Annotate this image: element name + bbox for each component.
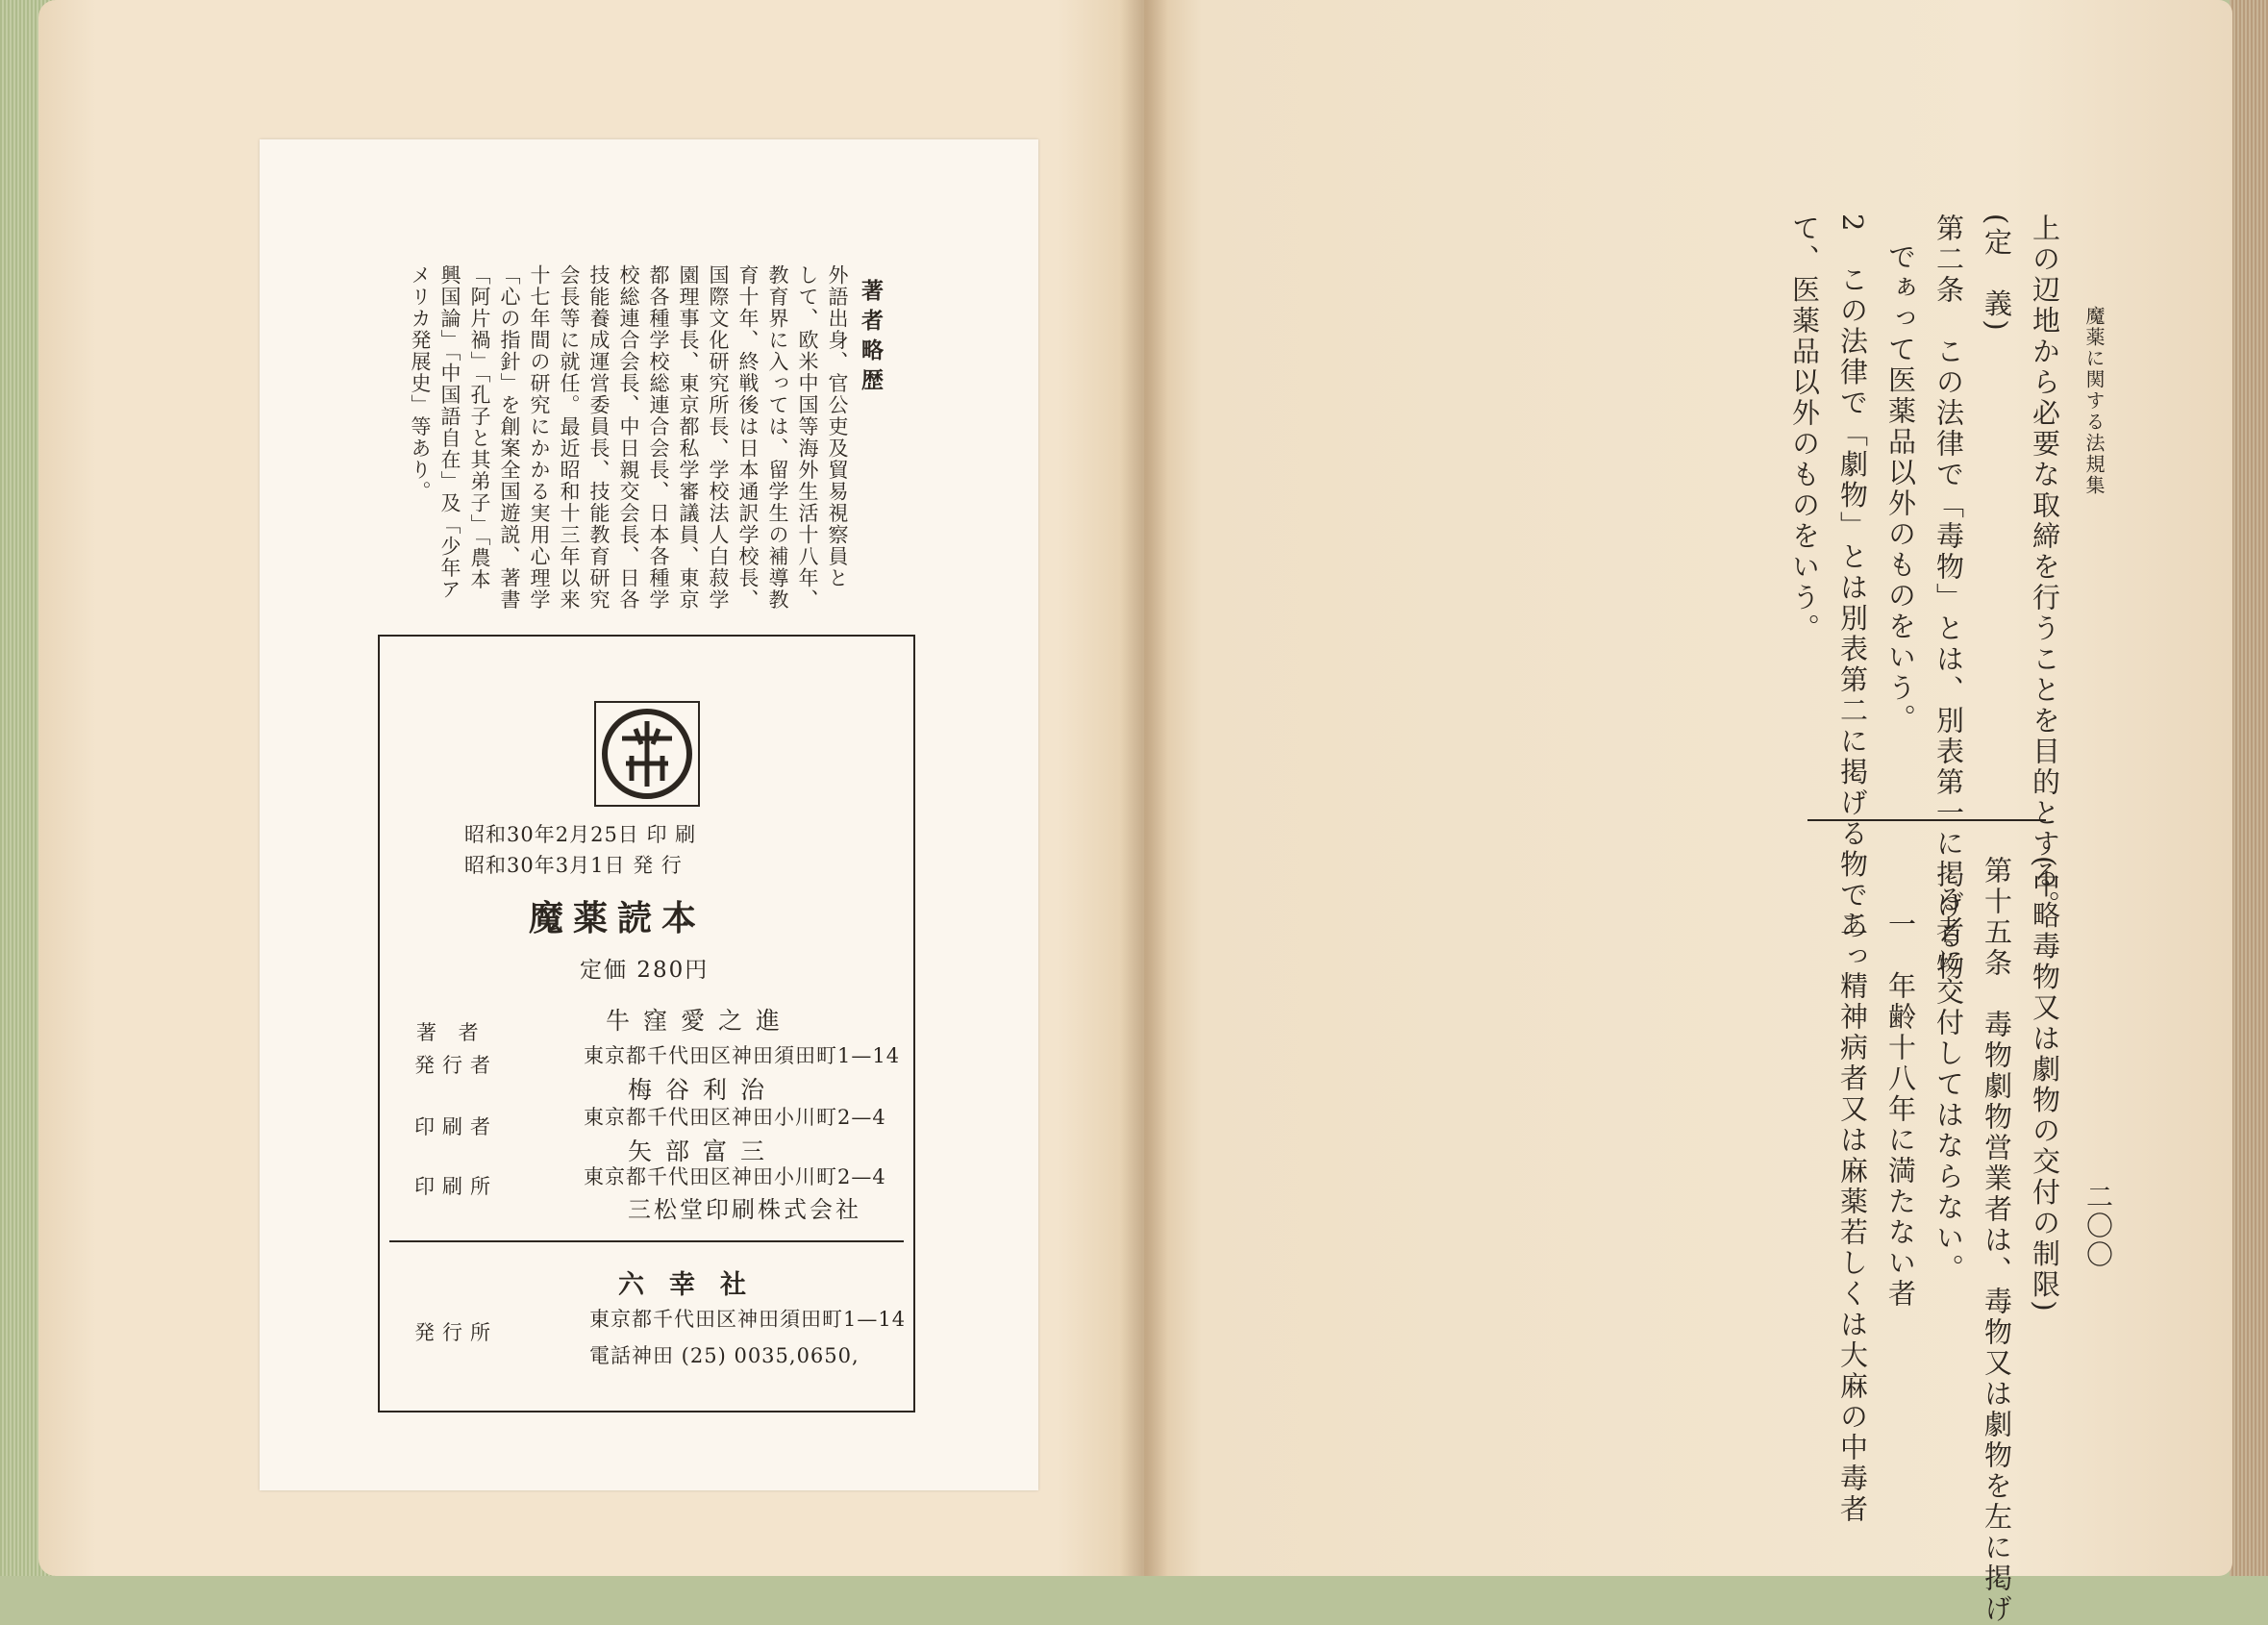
author-name: 牛窪愛之進 — [606, 1007, 794, 1035]
biography-line: 「阿片禍」「孔子と其弟子」「農本 — [468, 264, 491, 590]
body-line: 上の辺地から必要な取締を行うことを目的とする。 — [2029, 213, 2061, 921]
body-line: て、医薬品以外のものをいう。 — [1788, 213, 1821, 644]
list-item: 一 年齢十八年に満たない者 — [1884, 910, 1917, 1310]
printer-label: 印刷者 — [414, 1115, 498, 1138]
section-divider — [1807, 819, 2046, 821]
biography-line: 十七年間の研究にかかる実用心理学 — [528, 264, 551, 611]
printing-date: 昭和30年2月25日 印 刷 — [464, 823, 697, 846]
author-label: 著 者 — [416, 1021, 486, 1044]
biography-title: 著者略歴 — [858, 279, 884, 398]
colophon-slip — [260, 139, 1038, 1490]
printshop-address: 東京都千代田区神田小川町2—4 — [584, 1165, 886, 1188]
publishing-house-phone: 電話神田 (25) 0035,0650, — [589, 1344, 860, 1367]
biography-line: 外語出身、官公吏及貿易視察員と — [826, 264, 849, 589]
section-heading: (中略毒物又は劇物の交付の制限) — [2029, 856, 2061, 1314]
book-price: 定価 280円 — [580, 958, 710, 983]
biography-line: 「心の指針」を創案全国遊説、著書 — [498, 264, 521, 611]
author-seal-stamp — [593, 700, 701, 808]
book-cover-edge-right — [2230, 0, 2268, 1576]
biography-line: 園理事長、東京都私学審議員、東京 — [677, 264, 700, 611]
printshop-label: 印刷所 — [414, 1175, 498, 1198]
publishing-house-address: 東京都千代田区神田須田町1—14 — [589, 1308, 907, 1331]
printer-name: 矢部富三 — [628, 1138, 779, 1165]
biography-line: 校総連合会長、中日親交会長、日各 — [617, 264, 640, 611]
publishing-house-label: 発行所 — [414, 1321, 498, 1344]
section-heading: (定 義) — [1981, 213, 2013, 334]
biography-line: 興国論」「中国語自在」及「少年ア — [438, 264, 461, 601]
book-title: 魔薬読本 — [529, 898, 707, 938]
right-page — [1144, 0, 2232, 1576]
biography-line: 技能養成運営委員長、技能教育研究 — [587, 264, 611, 611]
body-line: る者に交付してはならない。 — [1932, 885, 1965, 1285]
body-line: でぁって医薬品以外のものをいう。 — [1884, 242, 1917, 735]
colophon-divider — [389, 1240, 904, 1242]
issue-date: 昭和30年3月1日 発 行 — [464, 854, 683, 877]
printer-address: 東京都千代田区神田小川町2—4 — [584, 1106, 886, 1129]
biography-line: 教育界に入っては、留学生の補導教 — [766, 264, 789, 611]
colophon-box — [378, 635, 915, 1412]
printshop-name: 三松堂印刷株式会社 — [628, 1196, 861, 1223]
biography-line: 都各種学校総連合会長、日本各種学 — [647, 264, 670, 611]
page-number: 二〇〇 — [2082, 1183, 2114, 1269]
biography-line: 会長等に就任。最近昭和十三年以来 — [558, 264, 581, 611]
biography-line: 育十年、終戦後は日本通訳学校長、 — [736, 264, 760, 611]
body-line: 2 この法律で「劇物」とは別表第二に掲げる物であっ — [1836, 213, 1869, 973]
list-item: 二 精神病者又は麻薬若しくは大麻の中毒者 — [1836, 910, 1869, 1525]
publisher-label: 発行者 — [414, 1054, 498, 1077]
body-line: 第二条 この法律で「毒物」とは、別表第一に掲げる物 — [1932, 213, 1965, 983]
biography-line: メリカ発展史」等あり。 — [409, 264, 432, 503]
body-line: 第十五条 毒物劇物営業者は、毒物又は劇物を左に掲げ — [1981, 856, 2013, 1625]
publisher-name: 梅谷利治 — [628, 1076, 779, 1104]
book-gutter — [1120, 0, 1168, 1576]
publisher-address: 東京都千代田区神田須田町1—14 — [584, 1044, 901, 1067]
publishing-house-name: 六幸社 — [618, 1270, 771, 1300]
biography-line: して、欧米中国等海外生活十八年、 — [796, 264, 819, 611]
biography-line: 国際文化研究所長、学校法人白菽学 — [707, 264, 730, 611]
running-head: 魔薬に関する法規集 — [2082, 306, 2106, 496]
